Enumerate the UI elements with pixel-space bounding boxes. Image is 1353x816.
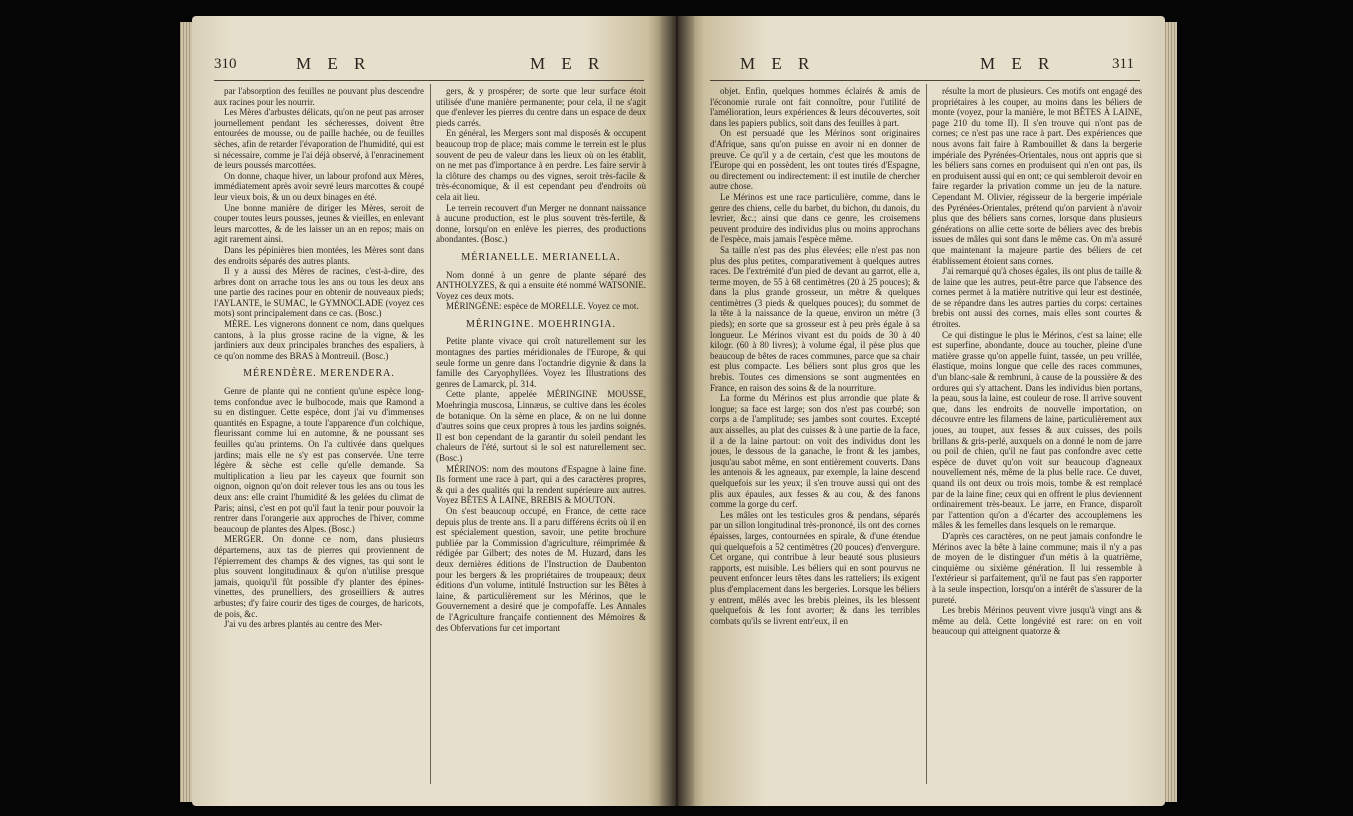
paragraph: J'ai remarqué qu'à choses égales, ils ont plus de taille & de laine que les autres, peut-être parce que l'absence des cornes permet à la matière nutritive qui leur est destinée, de se répandre dans les autres parties du corps: certaines brebis ont aussi des cornes, mais elles sont courtes & étroites. — [932, 266, 1142, 330]
paragraph: On est persuadé que les Mérinos sont originaires d'Afrique, sans qu'on puisse en avoir ni en donner de preuve. Ce qu'il y a de certain, c'est que les moutons de l'Europe qui en possèdent, les ont toutes tirés d'Espagne, ou directement ou indirectement: il est inutile de chercher autre chose. — [710, 128, 920, 192]
paragraph: gers, & y prospérer; de sorte que leur surface étoit utilisée d'une manière permanente; pour cela, il ne s'agit que d'enlever les pierres du centre dans un espace de deux pieds carrés. — [436, 86, 646, 128]
page-edges-right — [1163, 22, 1177, 802]
entry-heading: MÉRIANELLE. MERIANELLA. — [461, 251, 621, 263]
header-rule — [710, 80, 1140, 81]
paragraph: objet. Enfin, quelques hommes éclairés & amis de l'économie rurale ont fait connoître, pour l'utilité de l'amélioration, leurs expériences & leurs découvertes, soit dans les papiers publics, soit dans des feuilles à part. — [710, 86, 920, 128]
paragraph: On donne, chaque hiver, un labour profond aux Mères, immédiatement après avoir sevré leurs marcottes & coupé leur vieux bois, & un ou deux binages en été. — [214, 170, 424, 202]
paragraph: MERGER. On donne ce nom, dans plusieurs départemens, aux tas de pierres qui proviennent de l'épierrement des champs & des vignes, tas qui sont le plus souvent longitudinaux & qu'on n'utilise presque jamais, quoiqu'il fût possible d'y planter des épines-vinettes, des prunelliers, des groseilliers & autres arbustes; d'y faire courir des tiges de courges, de haricots, de pois, &c. — [214, 534, 424, 619]
page-number: 310 — [214, 56, 237, 72]
column-left — [214, 86, 424, 786]
paragraph: Une bonne manière de diriger les Mères, seroit de couper toutes leurs pousses, jeunes & vieilles, en enlevant leurs marcottes, & de les laisser un an en repos; mais on agit rarement ainsi. — [214, 202, 424, 245]
entry-heading: MÉRINGINE. MOEHRINGIA. — [465, 318, 617, 330]
paragraph: Dans les pépinières bien montées, les Mères sont dans des endroits séparés des autres plants. — [214, 244, 424, 266]
paragraph: par l'absorption des feuilles ne pouvant plus descendre aux racines pour les nourrir. — [214, 86, 424, 107]
paragraph: Le terrein recouvert d'un Merger ne donnant naissance à aucune production, est le plus souvent très-fertile, & donne, lorsqu'on en enlève les pierres, des productions abondantes. (Bosc.) — [436, 202, 646, 245]
paragraph: Les brebis Mérinos peuvent vivre jusqu'à vingt ans & même au delà. Cette longévité est rare: on en voit beaucoup qui atteignent quatorze & — [932, 605, 1142, 637]
header-rule — [214, 80, 644, 81]
paragraph: Les mâles ont les testicules gros & pendans, séparés par un sillon longitudinal très-prononcé, ils ont des cornes épaisses, larges, contournées en spirale, & d'une étendue qui quelquefois a 52 centimètres (20 pouces) d'envergure. Cet organe, qui contribue à leur beauté sous plusieurs rapports, est nuisible. Les béliers qui en sont pourvus ne peuvent enfoncer leurs têtes dans les ratteliers; ils exigent plus d'emplacement dans les bergeries. Lorsque les béliers y entrent, mêlés avec les brebis pleines, ils les blessent quelquefois & les font avorter; & dans les terribles combats qu'ils se livrent entr'eux, il en — [710, 509, 920, 626]
paragraph: La forme du Mérinos est plus arrondie que plate & longue; sa face est large; son dos n'est pas courbé; son corps a de l'amplitude; ses jambes sont courtes. Excepté aux aisselles, au plat des cuisses & à une partie de la face, il a de la laine partout: on voit des individus dont les joues, le dessous de la ganache, le front & les jambes, jusqu'au sabot même, en sont entièrement couverts. Dans les antenois & les agneaux, par exemple, la laine descend quelquefois sur les yeux; il s'en trouve aussi qui ont des plis aux épaules, aux fesses & au cou, & des fanons comme la gorge du cerf. — [710, 393, 920, 510]
page-number: 311 — [1112, 56, 1134, 72]
left-page — [192, 16, 672, 806]
column-right — [436, 86, 646, 786]
paragraph: Sa taille n'est pas des plus élevées; elle n'est pas non plus des plus petites, comparativement à quelques autres races. De l'extrémité d'un pied de devant au garrot, elle a, terme moyen, de 55 à 68 centimètres (20 à 25 pouces); & dans la plus grande grosseur, un mètre & quelques centimètres (3 pieds & quelques pouces); du sommet de la tête à la naissance de la queue, environ un mètre (3 pieds); en sorte que sa grosseur est à peu près égale à sa longueur. Le Mérinos vivant est du poids de 30 à 40 kilogr. (60 à 80 livres); à volume égal, il pèse plus que beaucoup de bêtes de races communes, parce que sa chair est plus compacte. Les béliers sont plus gros que les brebis. Toutes ces dimensions se sont augmentées en France, en raison des soins & de la nourriture. — [710, 244, 920, 393]
paragraph: Ce qui distingue le plus le Mérinos, c'est sa laine; elle est superfine, abondante, douce au toucher, pleine d'une matière grasse qu'on appelle fuint, tassée, un peu vrillée, élastique, moins longue que celle des races communes, d'un blanc-sale & rembruni, à cause de la poussière & des ordures qui s'y attachent. Dans les individus bien portans, la peau, sous la laine, est couleur de rose. Il arrive souvent que, dans les endroits de nouvelle importation, on découvre entre les filamens de laine, particulièrement aux joues, au toupet, aux fesses & aux cuisses, des poils brillans & gris-perlé, auxquels on a donné le nom de jarre ou poil de chien, qu'il ne faut pas confondre avec cette espèce de duvet qu'on voit sur beaucoup d'agneaux nouvellement nés, même de la plus belle race. Ce duvet, quand ils ont deux ou trois mois, tombe & est remplacé par de la laine fine; ceux qui en offrent le plus deviennent ordinairement très-beaux. Le jarre, en France, disparoît par l'attention qu'on a d'écarter des accouplemens les mâles & les femelles dans lesquels on le remarque. — [932, 329, 1142, 531]
paragraph: résulte la mort de plusieurs. Ces motifs ont engagé des propriétaires à les couper, au moins dans les béliers de monte (voyez, pour la manière, le mot BÊTES À LAINE, page 210 du tome II). Il s'en trouve qui n'ont pas de cornes; ce n'est pas une race à part. Des expériences que nous avons fait faire à Rambouillet & dans la bergerie impériale des Pyrénées-Orientales, nous ont appris que si les béliers sans cornes en produisent qui n'en ont pas, ils en produisent aussi qui en ont; ce qui sembleroit devoir en faire regarder la privation comme un jeu de la nature. Cependant M. Olivier, régisseur de la bergerie impériale des Pyrénées-Orientales, prétend qu'on parvient à n'avoir plus que des béliers sans cornes, lorsque dans plusieurs générations on allie cette sorte de béliers avec des brebis issues de mâles qui sont dans le même cas. On m'a assuré que maintenant la majeure partie des béliers de cet établissement étoient sans cornes. — [932, 86, 1142, 266]
column-right — [932, 86, 1142, 786]
right-page — [680, 16, 1165, 806]
paragraph: En général, les Mergers sont mal disposés & occupent beaucoup trop de place; mais comme le terrein est le plus souvent de peu de valeur dans les lieux où on les établit, on ne met pas d'importance à en perdre. Les faire servir à la clôture des champs ou des vignes, seroit très-facile & très-économique, & il est cependant peu d'endroits où cela ait lieu. — [436, 128, 646, 202]
book-gutter — [660, 16, 694, 806]
column-divider — [926, 84, 927, 784]
paragraph: On s'est beaucoup occupé, en France, de cette race depuis plus de trente ans. Il a paru différens écrits où il en est spécialement question, savoir, une petite brochure publiée par la Commission d'agriculture, réimprimée & rédigée par Gilbert; des notes de M. Huzard, dans les deux dernières éditions de l'Instruction de Daubenton pour les bergers & les propriétaires de troupeaux; deux éditions d'un volume, intitulé Instruction sur les Bêtes à laine, & particulièrement sur les Mérinos, que le Gouvernement a desiré que je compofaffe. Les Annales de l'Agriculture françaife contiennent des Mémoires & des Obfervations fur cet important — [436, 505, 646, 633]
paragraph: Genre de plante qui ne contient qu'une espèce long-tems confondue avec le bulbocode, mais que Ramond a su en distinguer. Cette espèce, dont j'ai vu d'immenses quantités en Espagne, a toute l'apparence d'un colchique, fleurissant comme lui en automne, & ne poussant ses feuilles qu'au printems. On l'a cultivée dans quelques jardins; mais elle ne s'y est pas conservée. Une terre légère & sèche est celle qu'elle demande. Sa multiplication a lieu par les cayeux que fournit son oignon, oignon qu'on doit relever tous les ans ou tous les deux ans: elle craint l'humidité & les gelées du climat de Paris; ainsi, c'est en pot qu'il faut la tenir pour pouvoir la rentrer dans l'orangerie aux approches de l'hiver, comme beaucoup de plantes des Alpes. (Bosc.) — [214, 386, 424, 534]
paragraph: MÉRINGÈNE: espèce de MORELLE. Voyez ce mot. — [446, 301, 639, 312]
running-head-2: M E R — [530, 54, 606, 73]
paragraph: MÉRINOS: nom des moutons d'Espagne à laine fine. Ils forment une race à part, qui a des caractères propres, & qui a des qualités qui la rendent supérieure aux autres. Voyez BÊTES À LAINE, BREBIS & MOUTON. — [436, 463, 646, 506]
paragraph: Cette plante, appelée MÉRINGINE MOUSSE, Moehringia muscosa, Linnæus, se cultive dans les écoles de botanique. On la sème en place, & on ne lui donne d'autres soins que ceux propres à tous les jardins soignés. Il est bon cependant de la garantir du soleil pendant les chaleurs de l'été, surtout si le sol est naturellement sec. (Bosc.) — [436, 389, 646, 463]
paragraph: Les Mères d'arbustes délicats, qu'on ne peut pas arroser journellement pendant les sécheresses, doivent être entourées de mousse, ou de paille hachée, ou de feuilles sèches, afin de retarder l'évaporation de l'humidité, qui est si nécessaire, comme je l'ai déjà observé, à l'enracinement de leurs poussés marcottées. — [214, 107, 424, 171]
column-left — [710, 86, 920, 786]
entry-heading: MÉRENDÈRE. MERENDERA. — [243, 368, 395, 380]
paragraph: Le Mérinos est une race particulière, comme, dans le genre des chiens, celle du barbet, du bichon, du danois, du levrier, &c.; ainsi que dans ce genre, les croisemens peuvent produire des individus plus ou moins approchans de l'espèce, mais jamais l'espèce même. — [710, 191, 920, 245]
running-head: M E R — [296, 54, 372, 73]
paragraph: MÈRE. Les vignerons donnent ce nom, dans quelques cantons, à la plus grosse racine de la vigne, & les jardiniers aux deux principales branches des espaliers, à ce qu'on nomme des BRAS à Montreuil. (Bosc.) — [214, 319, 424, 361]
paragraph: J'ai vu des arbres plantés au centre des Mer- — [224, 619, 383, 630]
paragraph: Nom donné à un genre de plante séparé des ANTHOLYZES, & qui a ensuite été nommé WATSONIE. Voyez ces deux mots. — [436, 269, 646, 301]
paragraph: Il y a aussi des Mères de racines, c'est-à-dire, des arbres dont on arrache tous les ans ou tous les deux ans une partie des racines pour en obtenir de nouveaux pieds; l'AYLANTE, le SUMAC, le GYMNOCLADE (voyez ces mots) sont principalement dans ce cas. (Bosc.) — [214, 266, 424, 319]
paragraph: D'après ces caractères, on ne peut jamais confondre le Mérinos avec la bête à laine commune; mais il n'y a pas de moyen de le distinguer d'un métis à la quatrième, cinquième ou sixième génération. Il lui ressemble à l'extérieur si parfaitement, qu'il ne faut pas s'en rapporter à la seule inspection, lorsqu'on a intérêt de s'assurer de la pureté. — [932, 530, 1142, 605]
paragraph: Petite plante vivace qui croît naturellement sur les montagnes des parties méridionales de l'Europe, & qui seule forme un genre dans l'octandrie digynie & dans la famille des Caryophyllées. Voyez les Illustrations des genres de Lamarck, pl. 314. — [436, 336, 646, 389]
running-head: M E R — [740, 54, 816, 73]
column-divider — [430, 84, 431, 784]
running-head-2: M E R — [980, 54, 1056, 73]
